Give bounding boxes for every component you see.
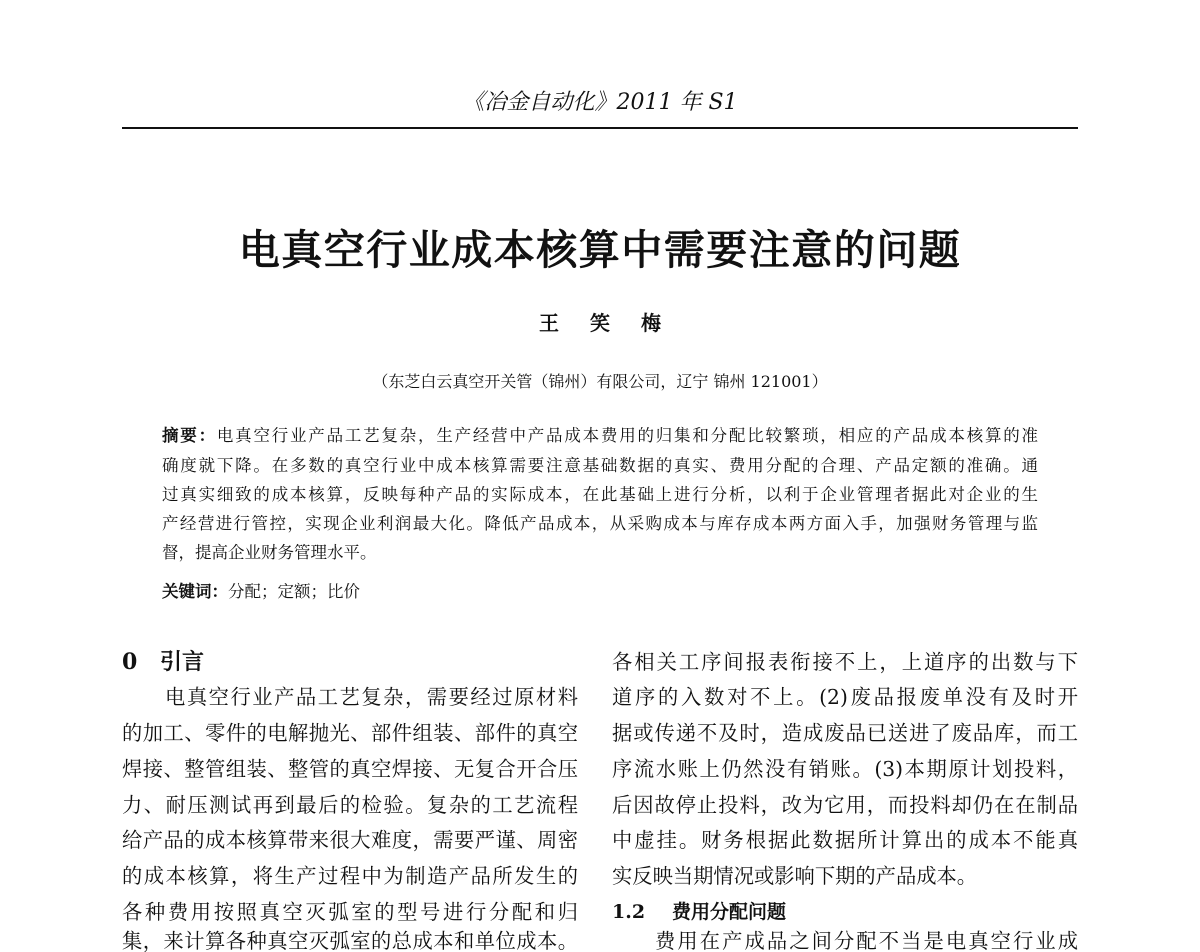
section-heading-cost-allocation: [612, 894, 1078, 930]
keywords-value: 分配；定额；比价: [228, 582, 360, 601]
left-body-line-6: 的成本核算，将生产过程中为制造产品所发生的: [122, 864, 578, 888]
abstract-line-3: 过真实细致的成本核算，反映每种产品的实际成本，在此基础上进行分析，以利于企业管理者据此对企业的生: [162, 485, 1038, 504]
left-body-line-2: 的加工、零件的电解抛光、部件组装、部件的真空: [122, 721, 578, 745]
left-body-line-5: 给产品的成本核算带来很大难度，需要严谨、周密: [122, 828, 578, 852]
left-body-line-7: 各种费用按照真空灭弧室的型号进行分配和归: [122, 900, 578, 924]
right-body-line-3: 据或传递不及时，造成废品已送进了废品库，而工: [612, 721, 1078, 745]
abstract-label: 摘要：: [162, 426, 217, 445]
section-number: 1.2: [612, 901, 646, 923]
section-title: 费用分配问题: [672, 901, 787, 923]
header-rule: [122, 127, 1078, 129]
right-body-line-2: 道序的入数对不上。(2)废品报废单没有及时开: [612, 685, 1078, 709]
paper-author: 王 笑 梅: [539, 311, 673, 335]
paper-affiliation: （东芝白云真空开关管（锦州）有限公司，辽宁 锦州 121001）: [372, 372, 828, 391]
left-body-line-3: 焊接、整管组装、整管的真空焊接、无复合开合压: [122, 757, 578, 781]
left-body-line-8: 集，来计算各种真空灭弧室的总成本和单位成本。: [122, 929, 578, 952]
section-heading-introduction: [122, 644, 578, 680]
paper-title: 电真空行业成本核算中需要注意的问题: [238, 226, 962, 274]
keywords-line: [162, 577, 1038, 606]
keywords-label: 关键词：: [162, 582, 228, 601]
left-body-line-1: 电真空行业产品工艺复杂，需要经过原材料: [165, 685, 578, 709]
section-number: 0: [122, 649, 138, 675]
right-body-line-8: 费用在产成品之间分配不当是电真空行业成: [655, 929, 1078, 952]
right-body-line-6: 中虚挂。财务根据此数据所计算出的成本不能真: [612, 828, 1078, 852]
abstract-line-4: 产经营进行管控，实现企业利润最大化。降低产品成本，从采购成本与库存成本两方面入手，加强财务管理与监: [162, 514, 1038, 533]
abstract-line-2: 确度就下降。在多数的真空行业中成本核算需要注意基础数据的真实、费用分配的合理、产品定额的准确。通: [162, 456, 1038, 475]
right-body-line-7: 实反映当期情况或影响下期的产品成本。: [612, 864, 978, 888]
left-body-line-4: 力、耐压测试再到最后的检验。复杂的工艺流程: [122, 793, 578, 817]
section-title: 引言: [160, 650, 205, 675]
right-body-line-4: 序流水账上仍然没有销账。(3)本期原计划投料，: [612, 757, 1078, 781]
abstract-line-5: 督，提高企业财务管理水平。: [162, 543, 377, 562]
right-body-line-1: 各相关工序间报表衔接不上，上道序的出数与下: [612, 650, 1078, 674]
abstract-line-1: [162, 421, 1038, 450]
abstract-text: 电真空行业产品工艺复杂，生产经营中产品成本费用的归集和分配比较繁琐，相应的产品成本核算的准: [216, 426, 1039, 445]
journal-header: 《冶金自动化》2011 年 S1: [462, 90, 738, 115]
right-body-line-5: 后因故停止投料，改为它用，而投料却仍在在制品: [612, 793, 1078, 817]
